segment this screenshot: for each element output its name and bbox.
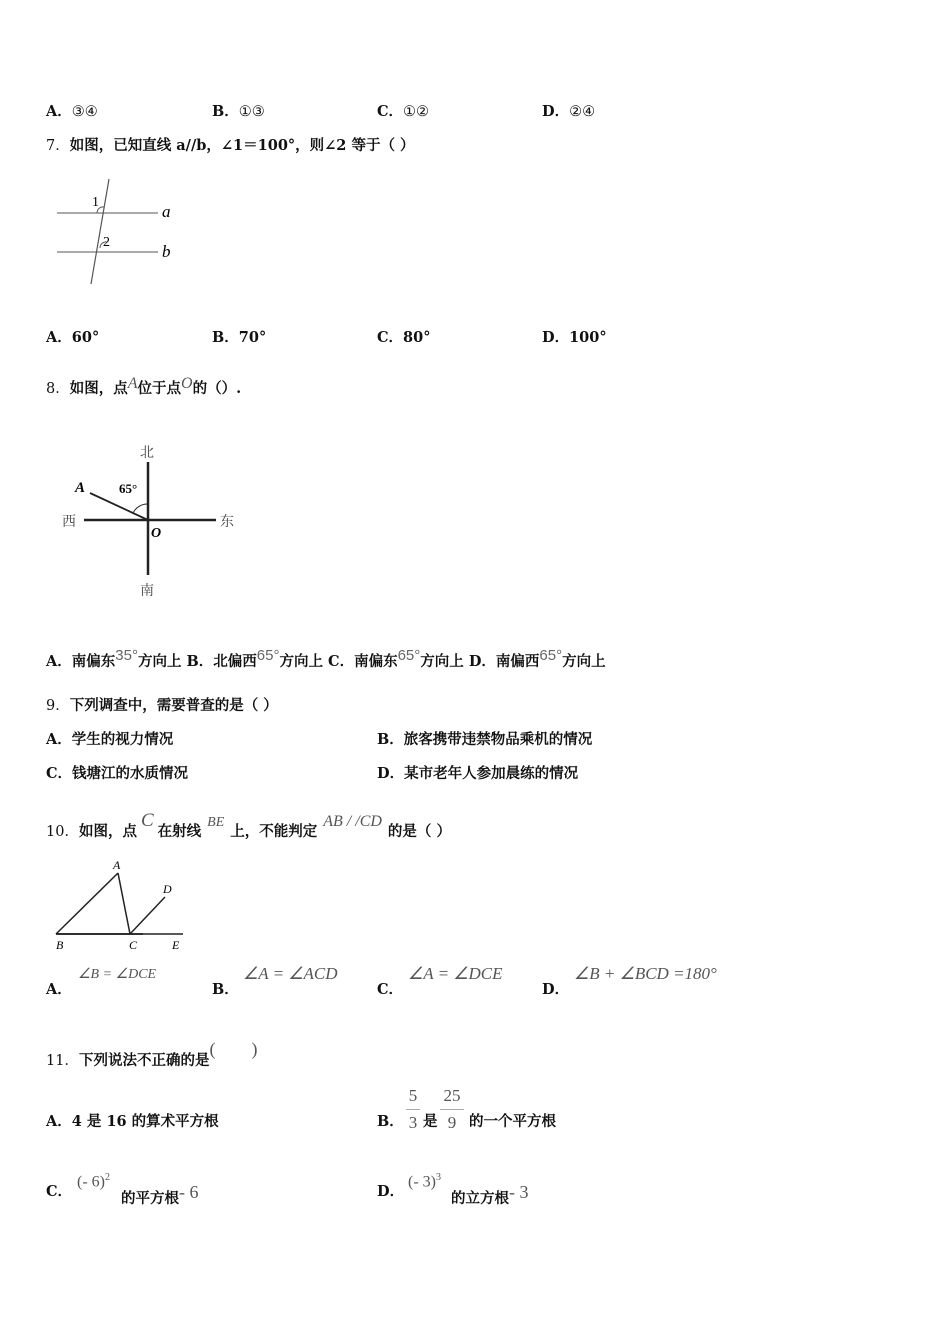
ray-cd [130, 897, 165, 934]
option-text: 方向上 [279, 653, 323, 670]
option-label: B． [186, 653, 214, 670]
q7-option-a [46, 329, 99, 347]
south-label: 南 [140, 584, 154, 599]
option-text: 60° [71, 329, 100, 346]
fraction-bar [406, 1109, 420, 1110]
q11-stem [46, 1040, 257, 1070]
base-expr: (- 6) [77, 1173, 105, 1191]
q11-option-c-label: C． [46, 1183, 73, 1200]
option-text: 旅客携带违禁物品乘机的情况 [403, 731, 593, 748]
option-label: A． [46, 1113, 72, 1130]
option-text: 70° [238, 329, 267, 346]
option-text: 方向上 [420, 653, 464, 670]
q7-option-d [542, 329, 607, 347]
question-number: 11． [46, 1053, 79, 1069]
q10-option-c-math: ∠A = ∠DCE [408, 964, 503, 983]
q11-option-d-expr [408, 1172, 441, 1191]
angle-arc [133, 504, 148, 513]
point-c-label: C [129, 938, 138, 952]
option-text: 南偏西 [495, 653, 540, 670]
option-text: ②④ [569, 104, 596, 120]
value-math: - 3 [509, 1182, 529, 1202]
degree-value: 65° [397, 647, 421, 664]
option-label: A． [46, 103, 72, 120]
question-text: 在射线 [157, 823, 202, 840]
option-label: B． [377, 731, 404, 748]
option-text: 的平方根 [121, 1190, 179, 1207]
q6-option-c [377, 103, 429, 121]
q8-option-d [468, 647, 606, 670]
question-text: 上，不能判定 [230, 823, 318, 840]
point-a-math: A [127, 375, 138, 392]
degree-value: 65° [256, 647, 280, 664]
question-number: 9． [46, 698, 70, 714]
option-text: 南偏东 [354, 653, 398, 670]
q8-stem [46, 375, 241, 398]
option-label: B． [212, 103, 239, 120]
q11-option-c-expr [77, 1172, 110, 1191]
west-label: 西 [62, 515, 76, 530]
segment-ab [56, 873, 118, 934]
q8-option-c [328, 647, 464, 670]
point-c-math: C [140, 810, 154, 831]
degree-value: 65° [539, 647, 563, 664]
q10-option-c-label: C． [377, 981, 404, 998]
exponent: 2 [104, 1172, 110, 1183]
parallel-math: AB / /CD [323, 813, 382, 830]
option-label: B． [212, 329, 239, 346]
option-label: A． [46, 329, 72, 346]
option-text: ①② [403, 104, 430, 120]
denominator: 9 [447, 1113, 457, 1132]
q10-stem [46, 812, 451, 841]
angle2-label: 2 [103, 235, 110, 250]
question-text: 如图，点 [69, 380, 128, 397]
numerator: 25 [443, 1086, 461, 1105]
point-b-label: B [56, 938, 64, 952]
option-label: C． [377, 329, 404, 346]
q10-option-a-label: A． [46, 981, 72, 998]
option-text: 北偏西 [213, 653, 257, 670]
option-text: ①③ [238, 104, 265, 120]
fraction-5-3 [406, 1085, 420, 1134]
angle1-label: 1 [92, 195, 99, 210]
answer-paren: ( ) [209, 1039, 258, 1059]
option-text: 钱塘江的水质情况 [72, 765, 189, 782]
point-d-label: D [163, 882, 172, 896]
option-text: 的立方根 [451, 1190, 509, 1207]
q6-option-a [46, 103, 98, 121]
option-label: D． [377, 765, 405, 782]
denominator: 3 [408, 1113, 418, 1132]
option-text: 南偏东 [71, 653, 116, 670]
point-e-label: E [172, 938, 180, 952]
question-text: 如图，点 [78, 823, 137, 840]
q7-option-b [212, 329, 266, 347]
q9-stem [46, 697, 278, 715]
option-label: C． [46, 765, 73, 782]
option-text: 是 [423, 1113, 438, 1130]
question-text: 的（）. [192, 380, 242, 397]
option-label: C． [328, 653, 355, 670]
question-text: 位于点 [137, 380, 182, 397]
q9-option-b [377, 731, 592, 749]
segment-ac [118, 873, 130, 934]
point-o-label: O [151, 526, 162, 541]
option-text: 的一个平方根 [469, 1113, 556, 1130]
north-label: 北 [140, 446, 154, 461]
q7-stem [46, 137, 415, 155]
q10-option-d-math: ∠B + ∠BCD =180° [574, 964, 717, 983]
value-math: - 6 [179, 1182, 199, 1202]
angle-label: 65° [119, 481, 138, 496]
question-number: 8． [46, 381, 70, 397]
option-label: C． [377, 103, 404, 120]
option-text: 学生的视力情况 [71, 731, 174, 748]
base-expr: (- 3) [408, 1173, 436, 1191]
q11-option-a [46, 1113, 219, 1131]
fraction-25-9 [440, 1085, 464, 1134]
degree-value: 35° [115, 647, 138, 664]
q9-option-a [46, 731, 173, 749]
q10-option-b-math: ∠A = ∠ACD [243, 964, 338, 983]
option-text: ③④ [71, 104, 98, 120]
q9-option-d [377, 765, 578, 783]
question-text: 的是（ ） [387, 823, 451, 840]
option-label: D． [542, 103, 570, 120]
east-label: 东 [220, 515, 234, 530]
point-a-label: A [113, 858, 121, 872]
point-a-label: A [75, 480, 86, 496]
q10-option-a-math: ∠B = ∠DCE [78, 967, 157, 982]
q6-option-d [542, 103, 595, 121]
option-label: A． [46, 653, 72, 670]
q8-options [46, 647, 606, 671]
q10-option-b-label: B． [212, 981, 239, 998]
point-o-math: O [181, 375, 193, 392]
option-text: 方向上 [137, 653, 182, 670]
numerator: 5 [408, 1086, 418, 1105]
q11-option-c-text [121, 1183, 199, 1208]
q6-option-b [212, 103, 265, 121]
fraction-bar [440, 1109, 464, 1110]
ray-oa [90, 493, 148, 520]
exponent: 3 [435, 1172, 441, 1183]
q11-option-d-text [451, 1183, 529, 1208]
ray-be-math: BE [207, 815, 225, 830]
question-text: 下列调查中，需要普查的是（ ） [69, 697, 278, 714]
q7-option-c [377, 329, 430, 347]
q10-option-d-label: D． [542, 981, 570, 998]
q10-base-extension [0, 0, 1, 1]
line-a-label: a [162, 202, 171, 221]
option-label: D． [468, 653, 496, 670]
line-b-label: b [162, 242, 171, 261]
option-text: 某市老年人参加晨练的情况 [404, 765, 579, 782]
q11-option-b-label: B． [377, 1113, 404, 1130]
question-text: 下列说法不正确的是 [78, 1052, 210, 1069]
question-number: 10． [46, 824, 79, 840]
option-text: 方向上 [562, 653, 606, 670]
option-label: D． [542, 329, 570, 346]
option-text: 100° [569, 329, 607, 346]
option-text: 80° [403, 329, 431, 346]
q8-option-a [46, 647, 182, 670]
question-text: 如图，已知直线 a//b，∠1＝100°，则∠2 等于（ ） [69, 137, 415, 154]
question-number: 7． [46, 138, 70, 154]
q11-option-d-label: D． [377, 1183, 405, 1200]
option-label: A． [46, 731, 72, 748]
q8-option-b [186, 647, 323, 670]
option-text: 4 是 16 的算术平方根 [71, 1113, 219, 1130]
q9-option-c [46, 765, 188, 783]
